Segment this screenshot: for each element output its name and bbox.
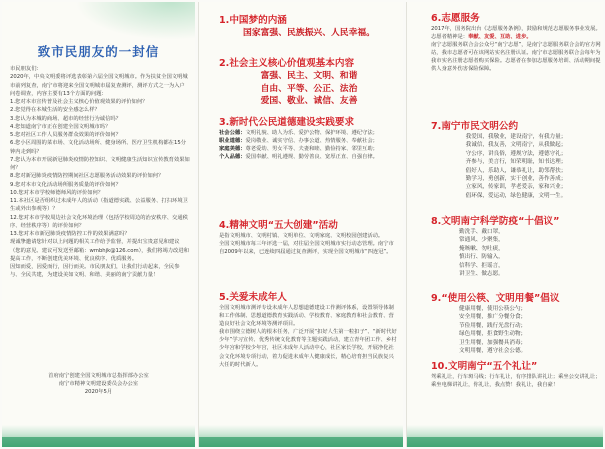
volunteer-spirit: [431, 33, 601, 41]
section-title: 9.“使用公筷、文明用餐”倡议: [431, 293, 560, 304]
proposal-line: 勤洗手、戴口罩，: [459, 229, 504, 235]
moral-item: [219, 153, 399, 161]
section-five-creations: [219, 219, 399, 256]
pact-line: 倡好人，乐助人，谦恭礼让，助邻帮扶；: [465, 167, 567, 174]
decorative-wave: [75, 2, 195, 40]
letter-question: 2.您觉得在本城生活的安全感怎么样？: [10, 107, 100, 114]
section-minors: [219, 291, 399, 369]
pact-line: 勤学习，勇创新，实干创业，善作善成；: [465, 176, 567, 183]
letter-question: 10.您对本市学校师德师风的评价如何？: [10, 189, 104, 196]
moral-item: [219, 145, 399, 153]
section-title: 5.关爱未成年人: [219, 292, 287, 303]
values-line: 自由、平等、公正、法治: [260, 83, 358, 94]
letter-body: [10, 65, 190, 280]
letter-signature: [2, 372, 195, 397]
sign-date: 2020年5月: [84, 389, 113, 396]
volunteer-spirit-label: 志愿者精神是：: [431, 34, 469, 41]
dining-line: 绿色用餐，拒食野生动物；: [459, 331, 527, 338]
letter-question: 12.您对本市学校周边社会文化环境治理（包括学校周边的治安秩序、交通秩序、经营秩序等）的评价如何？: [10, 214, 188, 229]
values-line: 爱国、敬业、诚信、友善: [260, 96, 358, 106]
section-public-chopsticks: [431, 292, 601, 355]
section-title: 7.南宁市民文明公约: [431, 121, 519, 132]
moral-item-key: 家庭美德：: [219, 146, 246, 153]
letter-question: 4.您知道南宁市正在创建全国文明城市吗？: [10, 123, 111, 130]
dining-line: 卫生用餐，加强餐具消毒；: [459, 339, 527, 346]
section-paragraph: 南宁志愿服务联合会公众号“南宁志愿”，是南宁志愿服务联合会的官方网站，我市志愿者可在该网站实名注册认证。南宁市志愿服务联合会每年为我市实名注册志愿者购买保险。志愿者在参加志愿服务培训、活动期间提供人身意外伤害保险保障。: [431, 42, 601, 73]
section-title: 3.新时代公民道德建设实践要求: [219, 117, 355, 128]
moral-item-key: 社会公德：: [219, 130, 246, 136]
proposal-line: 常通风、少聚集，: [459, 237, 504, 244]
moral-item-value: 尊老爱幼、男女平等、夫妻和睦、勤俭持家、邻里互助；: [245, 146, 378, 153]
section-paragraph: 2017年，国务院出台《志愿服务条例》，鼓励和规范志愿服务事业发展。: [431, 26, 601, 32]
sign-org-2: 南宁市精神文明建设委员会办公室: [58, 381, 139, 388]
letter-paragraph: 市民朋友们：: [10, 66, 42, 72]
moral-item-value: 文明礼貌、助人为乐、爱护公物、保护环境、遵纪守法；: [245, 130, 378, 136]
dining-line: 节俭用餐，践行光盘行动；: [459, 322, 527, 329]
letter-question: 13.您对本市新冠肺炎疫情防控工作的效果满意吗？: [10, 231, 130, 237]
pact-line: 守公序，讲良俗，遵规守法，遵德守礼；: [465, 150, 567, 157]
moral-item-value: 爱国奉献、明礼遵规、勤劳善良、宽厚正直、自强自律。: [245, 154, 378, 161]
middle-panel: [198, 2, 403, 447]
proposal-line: 讲卫生、做志愿。: [459, 271, 504, 278]
dining-line: 健康用餐，使用公筷公勺；: [459, 306, 527, 312]
dining-line: 安全用餐，推广分餐分食；: [459, 314, 527, 321]
section-paragraph: 驾乘礼让，行车斑马线；行车礼让，有序排队讲礼让；乘坐公交讲礼让；乘坐电梯讲礼让，你礼让，我点赞！我礼让，我自豪！: [431, 374, 601, 389]
decorative-band-strip: [199, 437, 403, 447]
moral-item-key: 职业道德：: [219, 138, 246, 145]
letter-paragraph: 现诚挚邀请您针对以上问题的相关工作给予监督，并提出宝贵意见和建议（您的意见、建议可发送至邮箱：wmbhjk@126.com），我们将竭力改进和提高工作，不断创建优美环境、优良秩序、优质服务。: [10, 239, 189, 262]
proposal-line: 信科学、拒谣言，: [459, 262, 504, 269]
letter-question: 9.您对本市文化活动场所服务质量的评价如何？: [10, 181, 121, 188]
section-core-values: [219, 57, 399, 108]
proposal-line: 掩咳嗽、勿吐痰，: [459, 245, 504, 252]
letter-paragraph: 2020年，中央文明委将评选表彰第六届全国文明城市。作为扶贫全国文明城市前列复查，南宁市将迎来全国文明城市届复查测评，测评方式之一为入户问卷调查，内容主要有13个方面的问题：: [10, 74, 188, 97]
moral-item-value: 爱岗敬业、诚实守信、办事公道、热情服务、奉献社会；: [245, 138, 378, 145]
dining-line: 文明用餐，遵守社会公德。: [459, 348, 527, 355]
letter-question: 5.您对社区工作人员服务群众效果的评价如何？: [10, 132, 121, 138]
section-title: 1.中国梦的内涵: [219, 15, 287, 26]
letter-question: 6.您小区周围的菜市场、文化活动场所、健身场所、医疗卫生机构都在15分钟内走到吗？: [10, 140, 186, 155]
section-paragraph: 是指文明城市、文明村镇、文明单位、文明家庭、文明校园创建活动。: [219, 233, 384, 239]
decorative-band-strip: [407, 437, 603, 447]
letter-question: 11.本社区是否组织过未成年人的活动（指道德实践、公益服务、打扫环境卫生或外出参观等）？: [10, 198, 188, 213]
proposal-line: 慎出行、防输入，: [459, 254, 504, 261]
section-title: 6.志愿服务: [431, 13, 480, 24]
pact-line: 我爱国，我敬业，建设南宁，有我力量；: [465, 134, 567, 140]
section-paragraph: 全国文明城市测评专设未成年人思想道德建设工作测评体系，设置领导体制和工作体制、思想道德教育实践活动、学校教育、家庭教育和社会教育、营造良好社会文化环境等测评项目。: [219, 305, 394, 328]
section-paragraph: 我市围绕立德树人的根本任务，广泛开展“扣好人生第一粒扣子”、“新时代好少年”学习宣传、优秀传统文化教育等主题实践活动，建立青年团工作、乡村少年宫和学校少年宫，社区未成年人活动中心，社区家长学校，开展净化社会文化环境专项行动，着力促进未成年人健康成长，精心培育担当民族复兴大任的时代新人。: [219, 329, 397, 368]
letter-question: 7.您认为本市开展新冠肺炎疫情防控知识、文明健康生活知识宣传教育效果如何？: [10, 156, 190, 171]
pact-line: 我诚信，我友善，文明南宁，从我做起；: [465, 142, 567, 149]
volunteer-spirit-value: 奉献、友爱、互助、进步。: [468, 34, 532, 41]
section-title: 4.精神文明“五大创建”活动: [219, 220, 338, 231]
right-panel: [406, 2, 603, 447]
section-civic-pact: [431, 120, 601, 200]
letter-panel: [2, 2, 195, 447]
decorative-band-strip: [2, 437, 195, 447]
letter-question: 8.您对新冠肺炎疫情防控期间社区志愿服务活动效果的评价如何？: [10, 173, 164, 180]
section-title: 2.社会主义核心价值观基本内容: [219, 58, 355, 69]
section-content: 国家富强、民族振兴、人民幸福。: [243, 28, 375, 38]
section-title: 10.文明南宁“五个礼让”: [431, 361, 538, 372]
sign-org-1: 首府南宁创建全国文明城市总指挥部办公室: [48, 373, 149, 379]
moral-item-key: 个人品德：: [219, 154, 246, 161]
section-chinese-dream: [219, 14, 399, 40]
values-line: 富强、民主、文明、和谐: [260, 71, 358, 81]
section-title: 8.文明南宁科学防疫“十倡议”: [431, 216, 560, 227]
section-paragraph: 全国文明城市每三年评选一届，对往届全国文明城市实行动态管理。南宁市自2009年以来，已连续四届通过复查测评，实现全国文明城市“四连冠”。: [219, 241, 394, 256]
letter-question: 3.您认为本城的商场、超市的经营行为诚信吗？: [10, 115, 121, 122]
moral-item: [219, 129, 399, 137]
section-volunteer: [431, 12, 601, 74]
moral-item: [219, 137, 399, 145]
pact-line: 倡环保，爱运动，绿色健康，文明一生。: [465, 192, 567, 199]
letter-question: 1.您对本市宣传普及社会主义核心价值观效果的评价如何？: [10, 99, 148, 105]
letter-paragraph: 因知而爱，因爱而行，因行而美。市民朋友们，让我们行动起来，全民参与、全民共建，为建设美如文明、和谐、美丽的南宁贡献力量！: [10, 264, 180, 279]
letter-title: 致市民朋友的一封信: [37, 44, 160, 59]
pact-line: 齐参与，美言行，知荣明耻，知书达理；: [465, 159, 567, 166]
section-moral-requirements: [219, 116, 399, 161]
section-epidemic-proposals: [431, 215, 601, 278]
pact-line: 立家风，传家训，孝老爱亲，家和兴业；: [465, 184, 567, 191]
section-five-courtesies: [431, 360, 601, 389]
